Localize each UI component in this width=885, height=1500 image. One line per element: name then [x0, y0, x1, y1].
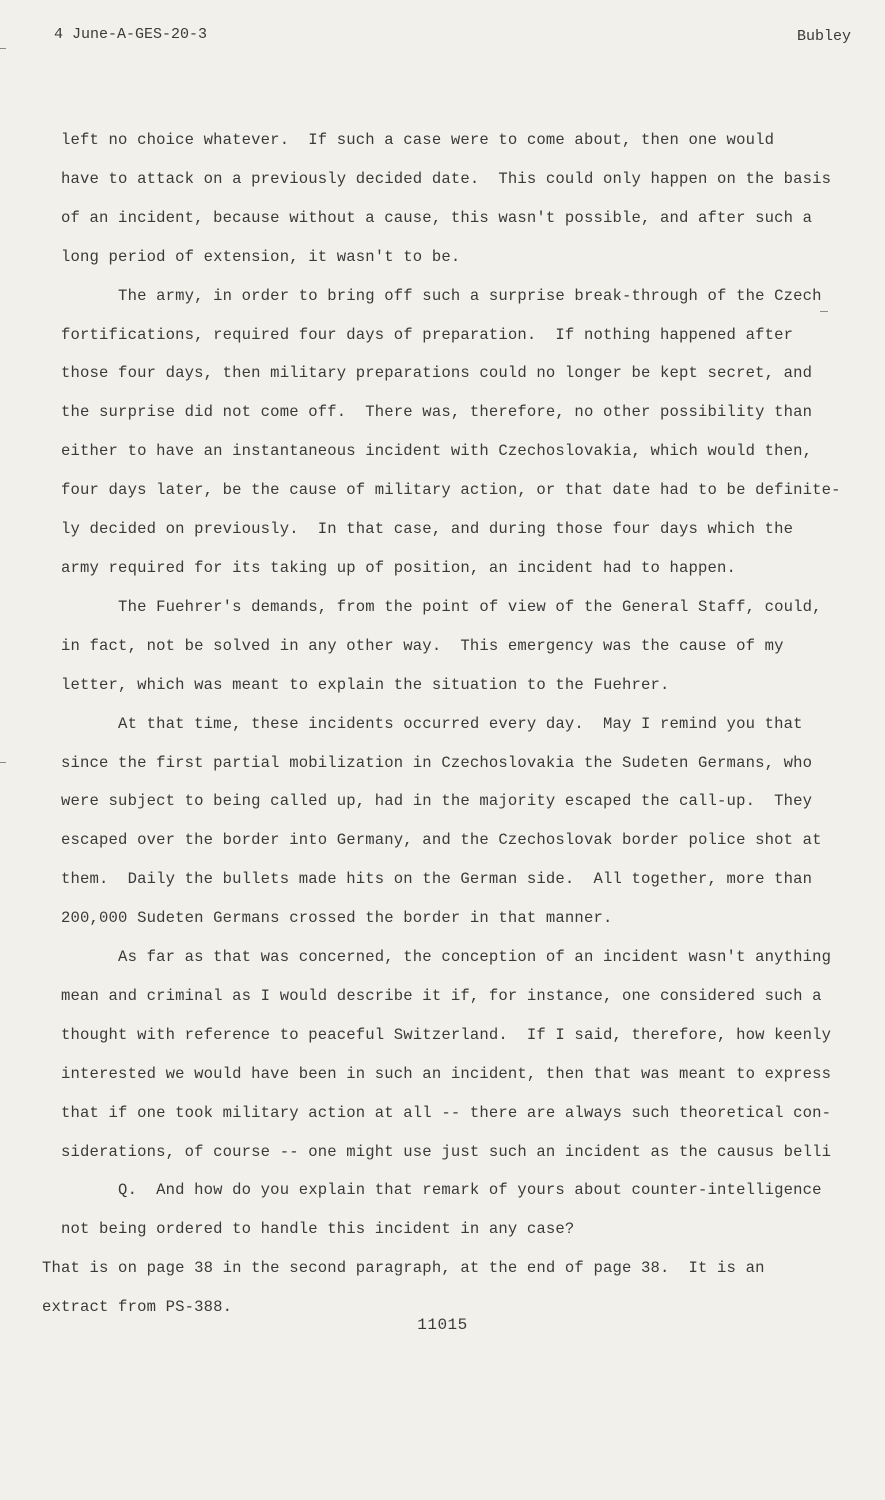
text-line: ly decided on previously. In that case, and during those four days which the	[42, 520, 794, 539]
text-line: 200,000 Sudeten Germans crossed the border in that manner.	[42, 909, 613, 928]
margin-mark	[0, 48, 6, 49]
text-line: the surprise did not come off. There was, therefore, no other possibility than	[42, 403, 813, 422]
text-line: four days later, be the cause of military action, or that date had to be definite-	[42, 481, 841, 500]
text-line: siderations, of course -- one might use just such an incident as the causus belli	[42, 1142, 832, 1161]
text-line: them. Daily the bullets made hits on the German side. All together, more than	[42, 870, 813, 889]
page-header	[54, 26, 851, 50]
text-line: The Fuehrer's demands, from the point of view of the General Staff, could,	[42, 597, 822, 616]
text-line: in fact, not be solved in any other way. This emergency was the cause of my	[42, 636, 784, 655]
text-line: That is on page 38 in the second paragraph, at the end of page 38. It is an	[42, 1259, 765, 1278]
text-line: have to attack on a previously decided date. This could only happen on the basis	[42, 169, 832, 188]
text-line: thought with reference to peaceful Switzerland. If I said, therefore, how keenly	[42, 1025, 832, 1044]
text-line: army required for its taking up of position, an incident had to happen.	[42, 558, 737, 577]
margin-mark	[0, 762, 6, 763]
document-id: 4 June-A-GES-20-3	[54, 26, 208, 43]
text-line: extract from PS-388.	[42, 1298, 233, 1317]
transcript-body	[42, 121, 842, 1327]
text-line: The army, in order to bring off such a surprise break-through of the Czech	[42, 286, 822, 305]
witness-name: Bubley	[796, 28, 851, 45]
text-line: At that time, these incidents occurred every day. May I remind you that	[42, 714, 803, 733]
text-line: As far as that was concerned, the conception of an incident wasn't anything	[42, 948, 832, 967]
text-line: of an incident, because without a cause, this wasn't possible, and after such a	[42, 208, 813, 227]
page-number: 11015	[417, 1316, 468, 1334]
text-line: mean and criminal as I would describe it if, for instance, one considered such a	[42, 986, 822, 1005]
text-line: letter, which was meant to explain the situation to the Fuehrer.	[42, 675, 670, 694]
text-line: long period of extension, it wasn't to be.	[42, 247, 461, 266]
text-line: left no choice whatever. If such a case were to come about, then one would	[42, 131, 775, 149]
text-line: not being ordered to handle this incident in any case?	[42, 1220, 575, 1239]
text-line: interested we would have been in such an incident, then that was meant to express	[42, 1064, 832, 1083]
text-line: that if one took military action at all -- there are always such theoretical con-	[42, 1103, 832, 1122]
text-line: those four days, then military preparations could no longer be kept secret, and	[42, 364, 813, 383]
text-line: since the first partial mobilization in Czechoslovakia the Sudeten Germans, who	[42, 753, 813, 772]
text-line: escaped over the border into Germany, and the Czechoslovak border police shot at	[42, 831, 822, 850]
text-line: either to have an instantaneous incident with Czechoslovakia, which would then,	[42, 442, 813, 461]
text-line: Q. And how do you explain that remark of yours about counter-intelligence	[42, 1181, 822, 1200]
text-line: fortifications, required four days of preparation. If nothing happened after	[42, 325, 794, 344]
text-line: were subject to being called up, had in the majority escaped the call-up. They	[42, 792, 813, 811]
